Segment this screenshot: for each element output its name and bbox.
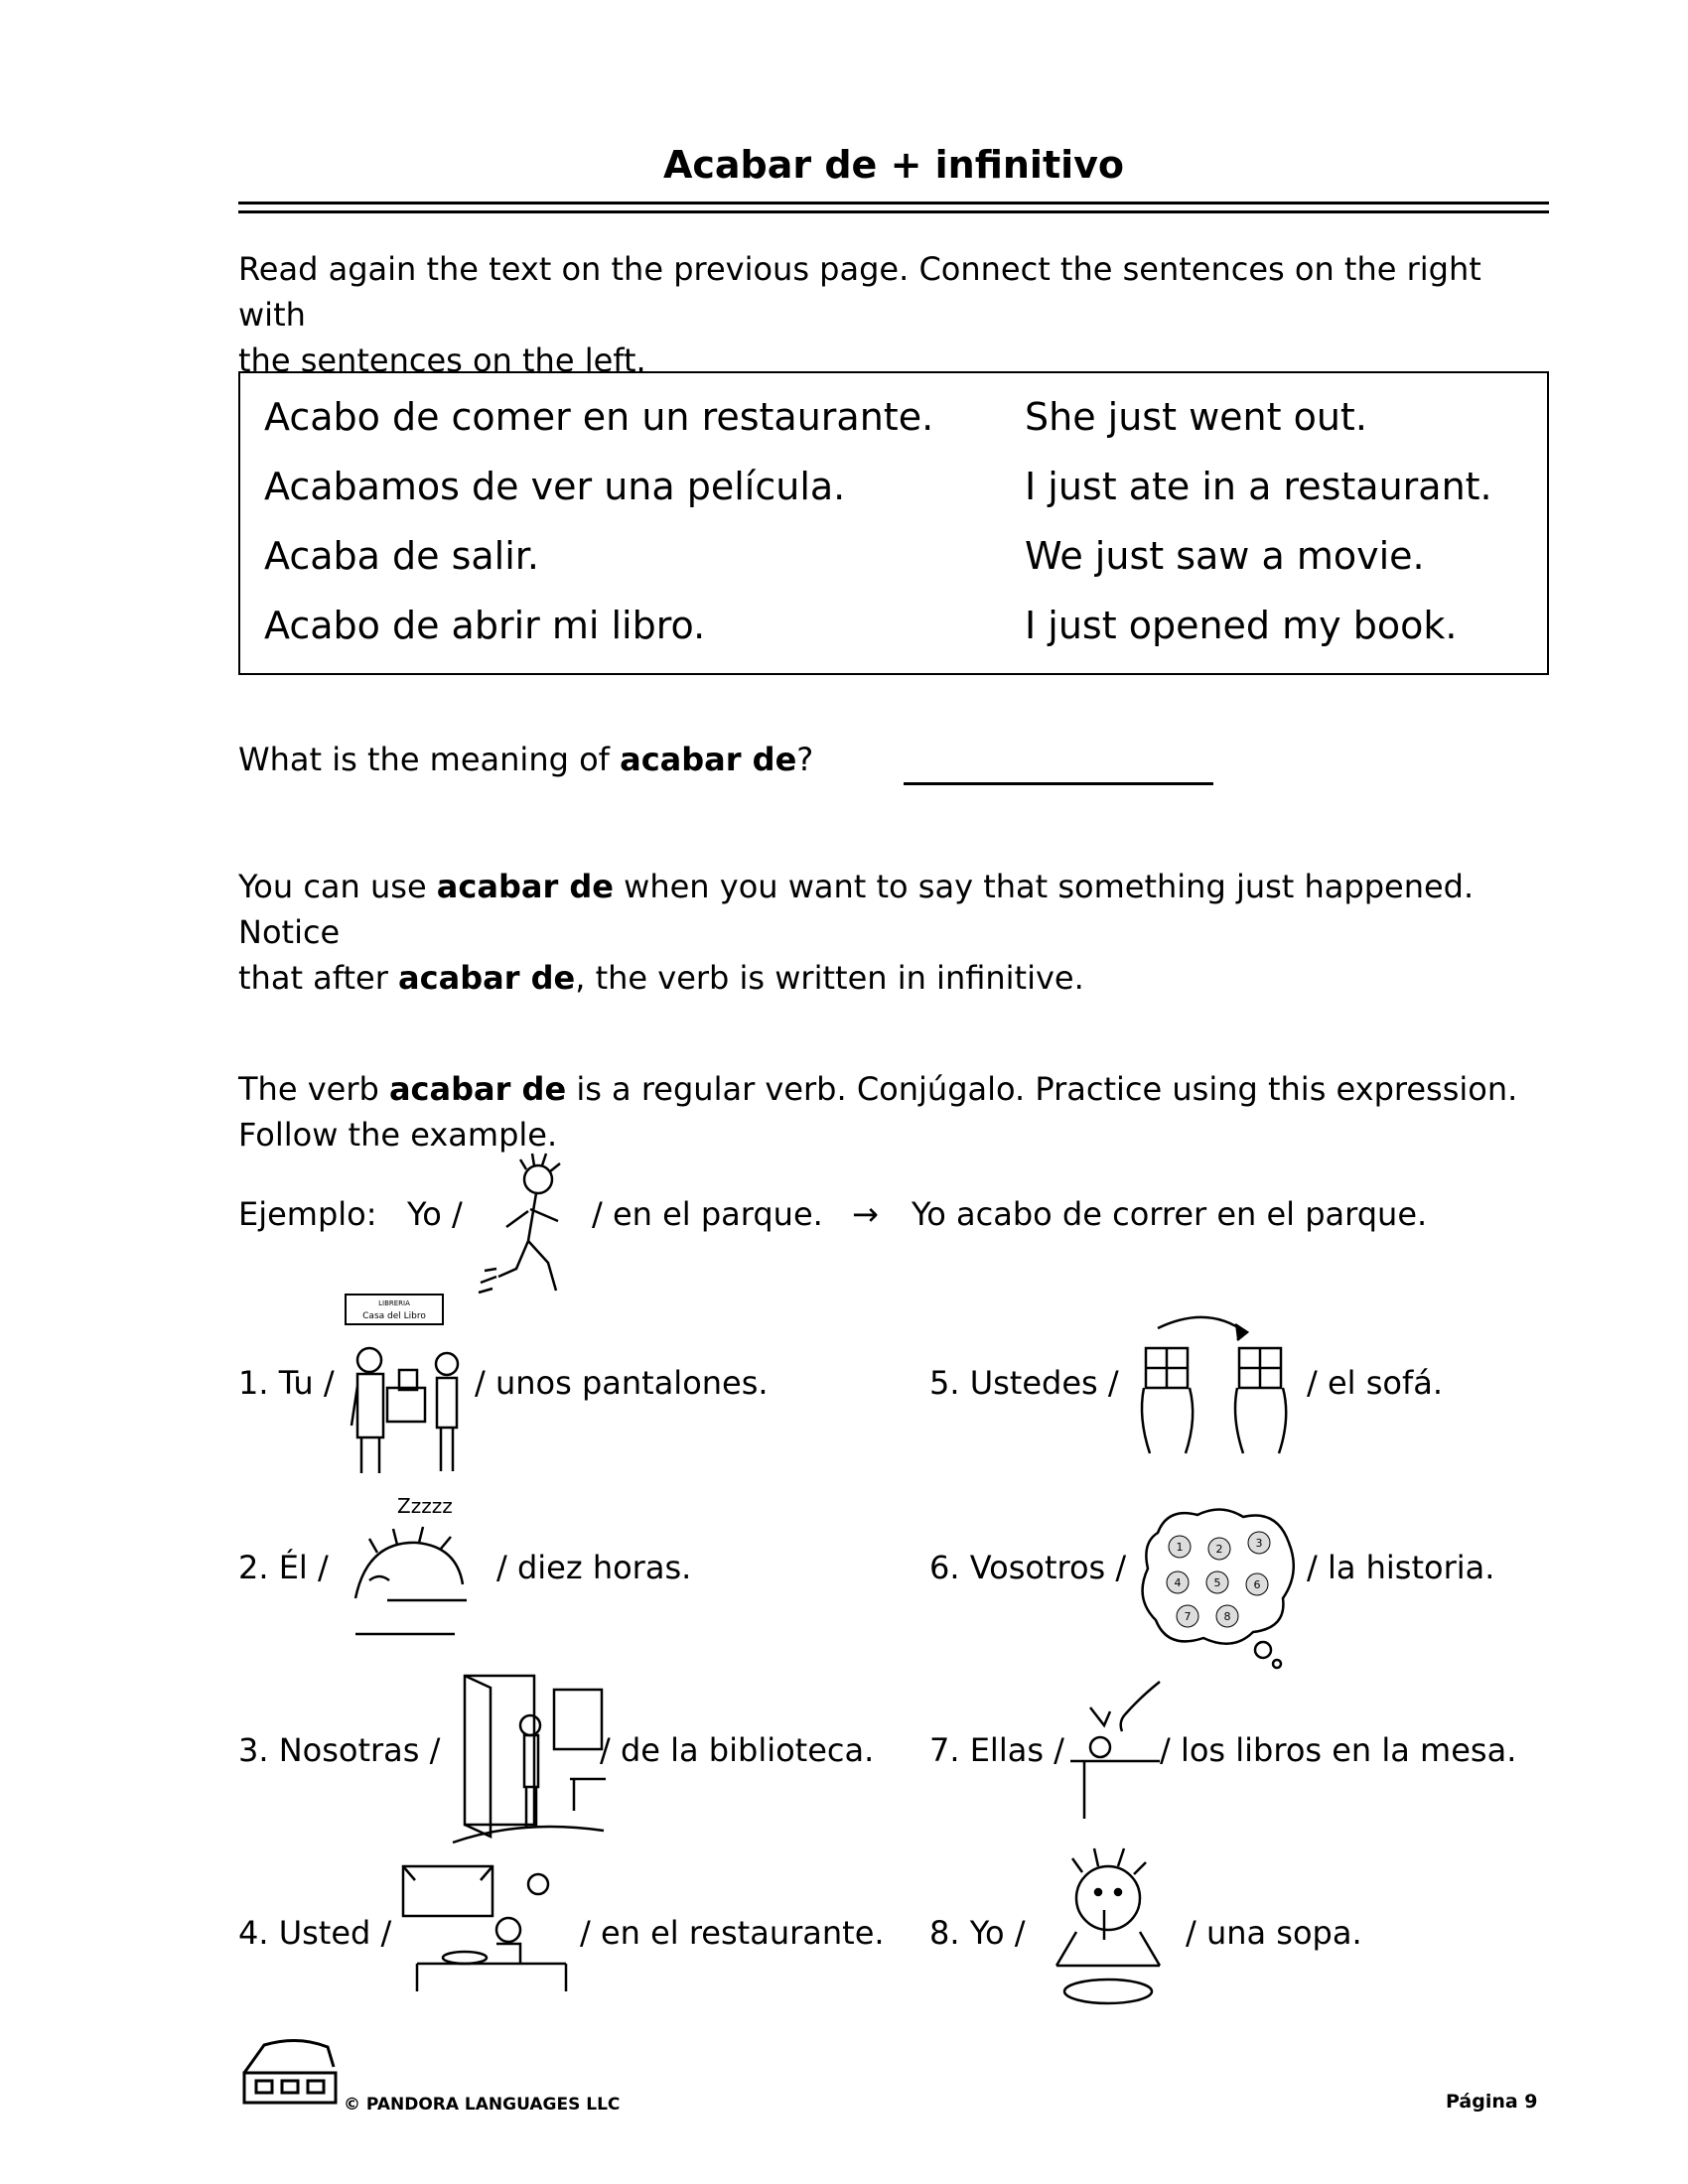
restaurant-image (397, 1860, 576, 1993)
item-3-subject: 3. Nosotras / (238, 1731, 441, 1769)
sheep-2: 2 (1215, 1543, 1223, 1556)
item-5-rest: / el sofá. (1307, 1364, 1443, 1402)
bookstore-image (344, 1291, 467, 1479)
instructions (238, 246, 1549, 383)
example-rest: / en el parque. (592, 1195, 823, 1233)
item-4-subject: 4. Usted / (238, 1914, 392, 1952)
question-bold: acabar de (620, 741, 797, 778)
instructions-line-2: the sentences on the left. (238, 341, 646, 379)
item-1-rest: / unos pantalones. (475, 1364, 769, 1402)
book-on-table-image (1060, 1678, 1164, 1821)
usage-note-line-2: that after acabar de, the verb is written in infinitive. (238, 959, 1084, 997)
pandora-logo (238, 2033, 342, 2109)
page-number: Página 9 (1446, 2091, 1538, 2113)
item-7-rest: / los libros en la mesa. (1160, 1731, 1517, 1769)
sheep-6: 6 (1253, 1578, 1261, 1591)
item-2-rest: / diez horas. (496, 1549, 692, 1586)
arrow-icon: → (852, 1195, 879, 1233)
answer-blank[interactable] (904, 782, 1213, 785)
eating-soup-image (1047, 1839, 1174, 2005)
match-left-1: Acabo de comer en un restaurante. (264, 395, 934, 439)
item-5-subject: 5. Ustedes / (929, 1364, 1119, 1402)
meaning-question (238, 737, 1549, 782)
sheep-7: 7 (1184, 1610, 1192, 1623)
example-subject: Yo / (407, 1195, 463, 1233)
store-sign-top: LIBRERIA (378, 1299, 410, 1307)
practice-instructions (238, 1066, 1549, 1158)
sheep-5: 5 (1213, 1576, 1221, 1589)
item-6-rest: / la historia. (1307, 1549, 1495, 1586)
zzz-text: Zzzzz (397, 1494, 453, 1518)
practice-line-1: The verb acabar de is a regular verb. Conjúgalo. Practice using this expression. (238, 1070, 1518, 1108)
copyright: © PANDORA LANGUAGES LLC (344, 2095, 621, 2115)
item-8-subject: 8. Yo / (929, 1914, 1026, 1952)
counting-sheep-image (1138, 1503, 1301, 1670)
item-3-rest: / de la biblioteca. (600, 1731, 875, 1769)
store-sign-bottom: Casa del Libro (362, 1311, 426, 1321)
item-7-subject: 7. Ellas / (929, 1731, 1064, 1769)
match-left-3: Acaba de salir. (264, 534, 539, 578)
example-label: Ejemplo: (238, 1195, 377, 1233)
match-right-1: She just went out. (1025, 395, 1367, 439)
match-right-3: We just saw a movie. (1025, 534, 1425, 578)
item-4-rest: / en el restaurante. (580, 1914, 885, 1952)
match-left-2: Acabamos de ver una película. (264, 465, 846, 508)
sleeping-boy-image (348, 1489, 487, 1638)
match-right-2: I just ate in a restaurant. (1025, 465, 1492, 508)
running-boy-image (477, 1152, 586, 1300)
match-left-4: Acabo de abrir mi libro. (264, 604, 706, 647)
title-rule-bottom (238, 210, 1549, 213)
matching-box (238, 371, 1549, 675)
title-rule-top (238, 202, 1549, 205)
question-mark: ? (796, 741, 814, 778)
usage-note-line-1: You can use acabar de when you want to say that something just happened. Notice (238, 868, 1475, 951)
item-6-subject: 6. Vosotros / (929, 1549, 1127, 1586)
item-2-subject: 2. Él / (238, 1549, 329, 1586)
sheep-8: 8 (1223, 1610, 1231, 1623)
gift-passing-image (1128, 1308, 1299, 1457)
item-1-subject: 1. Tu / (238, 1364, 335, 1402)
practice-line-2: Follow the example. (238, 1116, 558, 1154)
question-text: What is the meaning of (238, 741, 621, 778)
sheep-3: 3 (1255, 1537, 1263, 1550)
usage-note (238, 864, 1549, 1001)
sheep-1: 1 (1176, 1541, 1184, 1554)
item-8-rest: / una sopa. (1186, 1914, 1362, 1952)
instructions-line-1: Read again the text on the previous page. Connect the sentences on the right with (238, 250, 1481, 334)
match-right-4: I just opened my book. (1025, 604, 1458, 647)
door-boy-image (451, 1670, 606, 1844)
page-title: Acabar de + infinitivo (662, 143, 1125, 187)
sheep-4: 4 (1174, 1576, 1182, 1589)
example-answer: Yo acabo de correr en el parque. (912, 1195, 1428, 1233)
